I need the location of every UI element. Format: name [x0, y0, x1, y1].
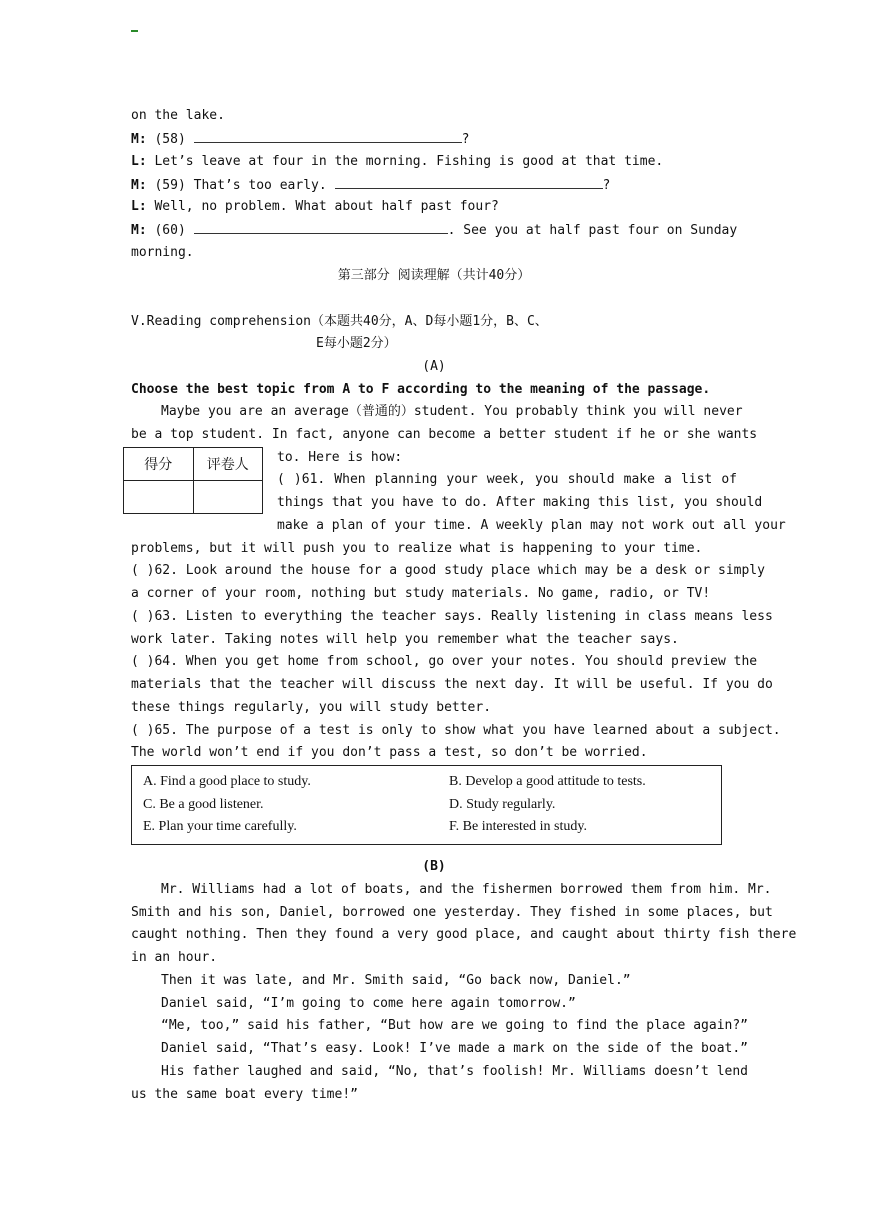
passage-line: make a plan of your time. A weekly plan may not work out all your: [277, 518, 786, 533]
passage-line: be a top student. In fact, anyone can become a better student if he or she wants: [131, 427, 758, 442]
question-63: ( )63. Listen to everything the teacher says. Really listening in class means less: [131, 609, 773, 624]
passage-line: in an hour.: [131, 950, 218, 965]
dialogue-line-58: M: (58) ?: [131, 128, 737, 150]
passage-a-instruction: Choose the best topic from A to F according to the meaning of the passage.: [131, 382, 711, 397]
section-heading-cont: E每小题2分）: [316, 336, 397, 351]
dialogue-line: on the lake.: [131, 108, 225, 123]
grader-label: 评卷人: [193, 448, 263, 481]
options-box: [131, 765, 722, 845]
passage-line: “Me, too,” said his father, “But how are we going to find the place again?”: [161, 1018, 748, 1033]
answer-blank-60[interactable]: [194, 219, 448, 234]
dialogue-line: L: Well, no problem. What about half past four?: [131, 199, 499, 214]
dialogue-line: L: Let’s leave at four in the morning. Fishing is good at that time.: [131, 154, 664, 169]
passage-line: things that you have to do. After making this list, you should: [277, 495, 763, 510]
answer-blank-58[interactable]: [194, 128, 462, 143]
passage-line: Smith and his son, Daniel, borrowed one yesterday. They fished in some places, but: [131, 905, 773, 920]
question-62: ( )62. Look around the house for a good study place which may be a desk or simply: [131, 563, 765, 578]
option-b: B. Develop a good attitude to tests.: [449, 774, 646, 789]
passage-line: Maybe you are an average（普通的）student. You probably think you will never: [161, 404, 743, 419]
passage-a-label: (A): [422, 359, 446, 374]
passage-line: Mr. Williams had a lot of boats, and the fishermen borrowed them from him. Mr.: [161, 882, 772, 897]
score-label: 得分: [124, 448, 194, 481]
question-64: ( )64. When you get home from school, go over your notes. You should preview the: [131, 654, 758, 669]
option-f: F. Be interested in study.: [449, 819, 587, 834]
dialogue-line: morning.: [131, 245, 194, 260]
grader-field[interactable]: [193, 481, 263, 514]
question-61: ( )61. When planning your week, you should make a list of: [277, 472, 737, 487]
option-c: C. Be a good listener.: [143, 797, 264, 812]
option-d: D. Study regularly.: [449, 797, 556, 812]
option-e: E. Plan your time carefully.: [143, 819, 297, 834]
part-title: 第三部分 阅读理解（共计40分）: [337, 268, 531, 283]
corner-mark: [131, 30, 138, 32]
passage-line: these things regularly, you will study better.: [131, 700, 492, 715]
passage-line: Daniel said, “I’m going to come here again tomorrow.”: [161, 996, 576, 1011]
answer-blank-59[interactable]: [335, 174, 603, 189]
option-a: A. Find a good place to study.: [143, 774, 311, 789]
passage-line: materials that the teacher will discuss the next day. It will be useful. If you do: [131, 677, 773, 692]
passage-line: caught nothing. Then they found a very good place, and caught about thirty fish there: [131, 927, 797, 942]
passage-line: problems, but it will push you to realize what is happening to your time.: [131, 541, 703, 556]
passage-line: work later. Taking notes will help you remember what the teacher says.: [131, 632, 679, 647]
score-field[interactable]: [124, 481, 194, 514]
passage-line: a corner of your room, nothing but study materials. No game, radio, or TV!: [131, 586, 711, 601]
dialogue-line-59: M: (59) That’s too early. ?: [131, 174, 737, 196]
passage-line: us the same boat every time!”: [131, 1087, 358, 1102]
question-65: ( )65. The purpose of a test is only to show what you have learned about a subject.: [131, 723, 781, 738]
dialogue-line-60: M: (60) . See you at half past four on Sunday: [131, 219, 737, 241]
passage-line: Then it was late, and Mr. Smith said, “Go back now, Daniel.”: [161, 973, 631, 988]
passage-line: Daniel said, “That’s easy. Look! I’ve made a mark on the side of the boat.”: [161, 1041, 748, 1056]
section-heading: V.Reading comprehension（本题共40分，A、D每小题1分，B、C、: [131, 314, 548, 329]
passage-line: The world won’t end if you don’t pass a test, so don’t be worried.: [131, 745, 648, 760]
score-box: [123, 447, 263, 514]
passage-line: to. Here is how:: [277, 450, 403, 465]
passage-b-label: (B): [422, 859, 446, 874]
passage-line: His father laughed and said, “No, that’s foolish! Mr. Williams doesn’t lend: [161, 1064, 748, 1079]
